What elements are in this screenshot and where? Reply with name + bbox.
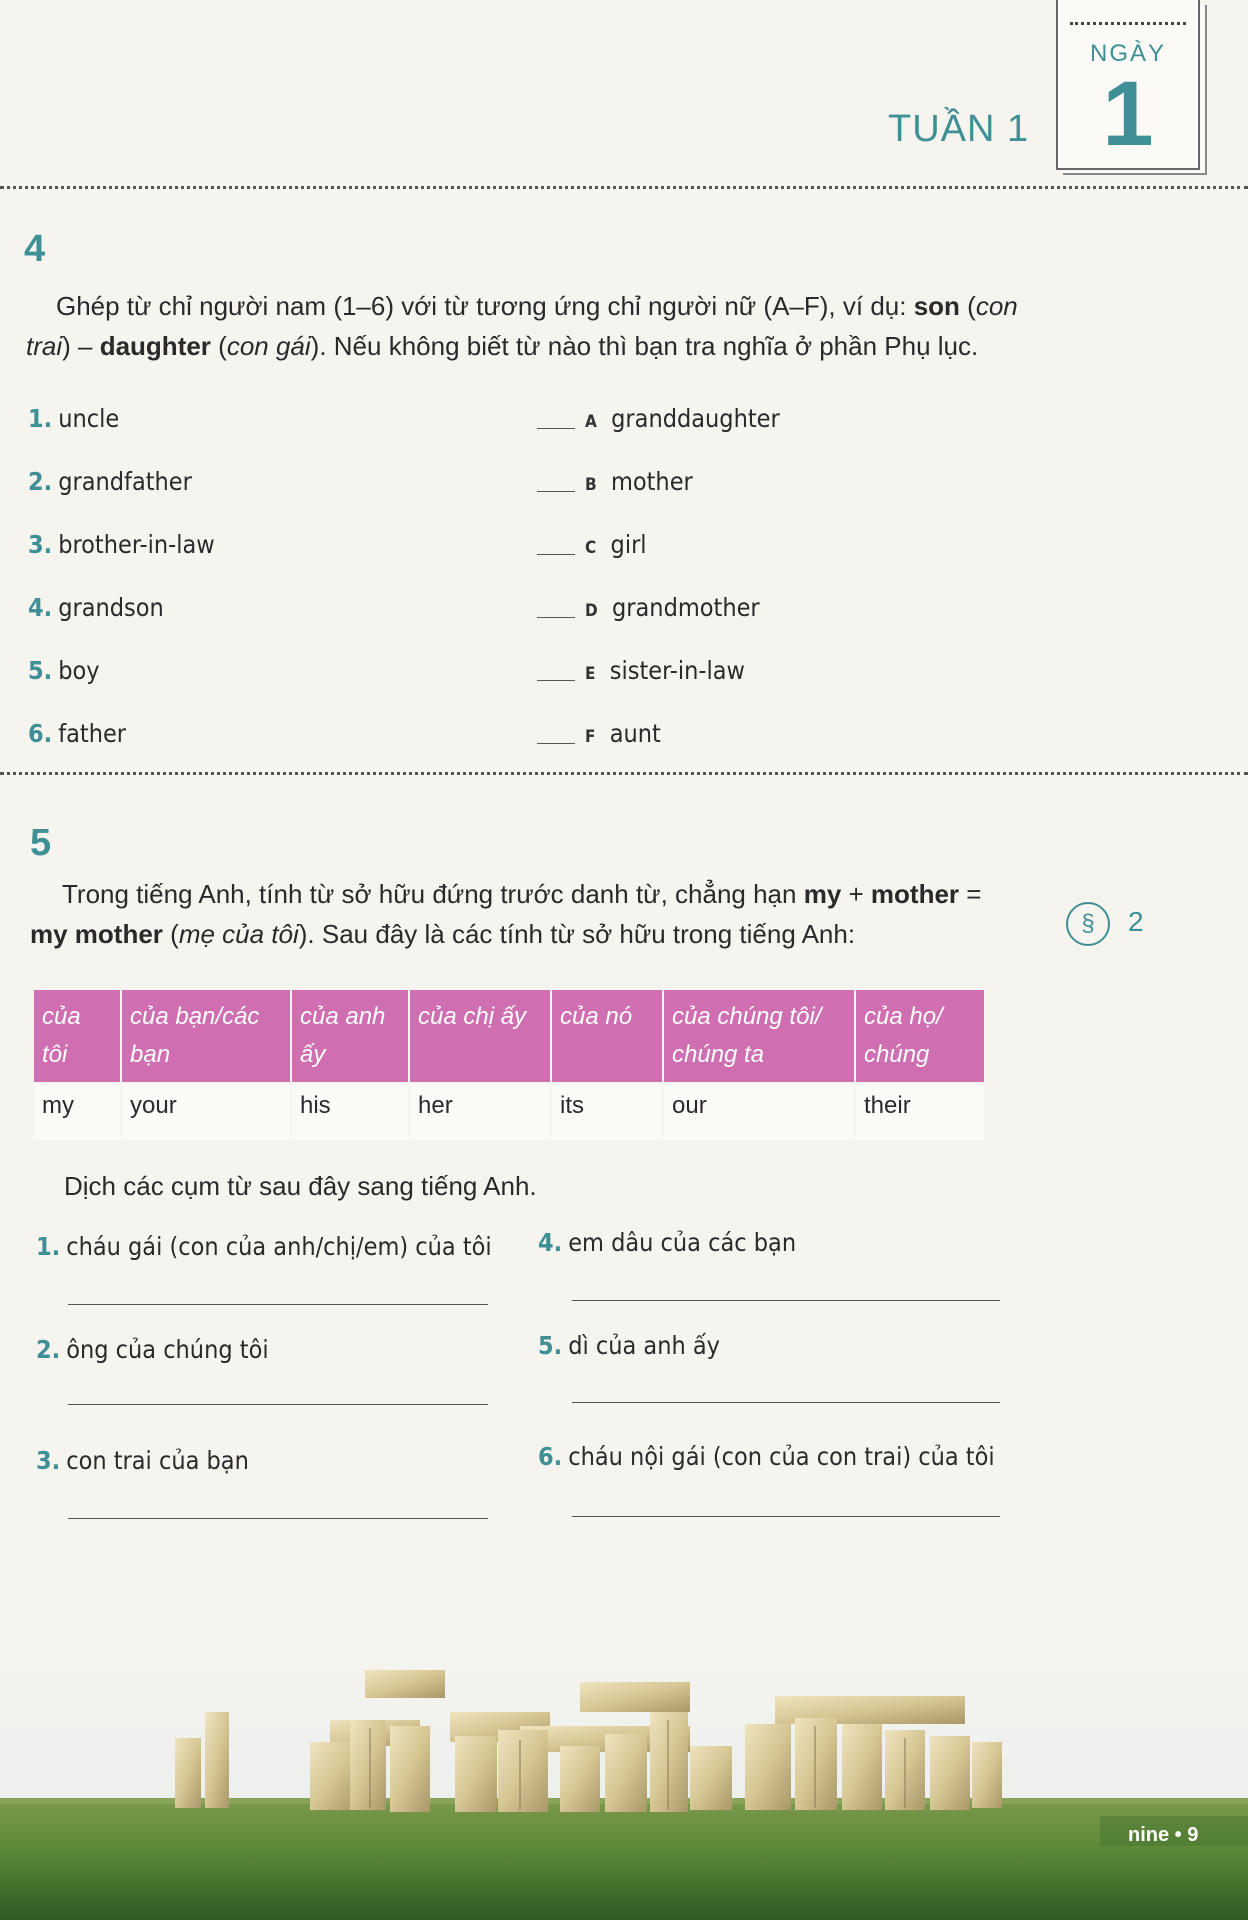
list-item: 1. cháu gái (con của anh/chị/em) của tôi <box>36 1232 492 1261</box>
answer-blank[interactable] <box>537 554 575 555</box>
list-item: 6. father <box>28 719 127 748</box>
list-item: E sister-in-law <box>585 656 745 685</box>
section-number: 4 <box>24 228 46 270</box>
table-cell: my <box>33 1083 121 1141</box>
answer-line[interactable] <box>68 1404 488 1405</box>
day-number: 1 <box>1102 63 1154 165</box>
list-item: 4. grandson <box>28 593 164 622</box>
table-cell: its <box>551 1083 663 1141</box>
list-item: 2. grandfather <box>28 467 192 496</box>
table-header-cell: của anh ấy <box>291 989 409 1083</box>
table-row <box>33 1083 985 1141</box>
list-item: 6. cháu nội gái (con của con trai) của tôi <box>538 1442 995 1471</box>
section4-instruction: Ghép từ chỉ người nam (1–6) với từ tương ứng chỉ người nữ (A–F), ví dụ: son (con trai) – daughter (con gái). Nếu không biết từ nào thì bạn tra nghĩa ở phần Phụ lục. <box>26 291 1018 361</box>
table-header-cell: của tôi <box>33 989 121 1083</box>
table-header-cell: của nó <box>551 989 663 1083</box>
answer-blank[interactable] <box>537 491 575 492</box>
list-item: 3. brother-in-law <box>28 530 215 559</box>
list-item: B mother <box>585 467 693 496</box>
table-header-cell: của họ/ chúng <box>855 989 985 1083</box>
table-header-cell: của chị ấy <box>409 989 551 1083</box>
divider <box>0 772 1248 775</box>
stonehenge-photo <box>0 1620 1248 1920</box>
day-label: NGÀY <box>1089 40 1166 67</box>
answer-blank[interactable] <box>537 617 575 618</box>
week-title: TUẦN 1 <box>888 108 1030 150</box>
table-header-row <box>33 989 985 1083</box>
reference-badge: § <box>1066 902 1110 946</box>
list-item: 2. ông của chúng tôi <box>36 1335 269 1364</box>
table-cell: their <box>855 1083 985 1141</box>
list-item: 5. boy <box>28 656 100 685</box>
day-calendar <box>1056 0 1200 170</box>
answer-line[interactable] <box>572 1300 1000 1301</box>
answer-line[interactable] <box>572 1402 1000 1403</box>
calendar-dots <box>1070 22 1186 25</box>
answer-blank[interactable] <box>537 680 575 681</box>
list-item: F aunt <box>585 719 661 748</box>
section-number: 5 <box>30 822 52 864</box>
table-cell: her <box>409 1083 551 1141</box>
table-header-cell: của bạn/các bạn <box>121 989 291 1083</box>
answer-line[interactable] <box>572 1516 1000 1517</box>
list-item: C girl <box>585 530 647 559</box>
list-item: 3. con trai của bạn <box>36 1446 249 1475</box>
page-number: nine • 9 <box>1128 1824 1199 1846</box>
translate-instruction: Dịch các cụm từ sau đây sang tiếng Anh. <box>64 1171 537 1201</box>
list-item: A granddaughter <box>585 404 780 433</box>
section5-instruction: Trong tiếng Anh, tính từ sở hữu đứng trước danh từ, chẳng hạn my + mother = my mother (mẹ của tôi). Sau đây là các tính từ sở hữu trong tiếng Anh: <box>30 879 982 949</box>
answer-line[interactable] <box>68 1304 488 1305</box>
list-item: 4. em dâu của các bạn <box>538 1228 797 1257</box>
table-cell: our <box>663 1083 855 1141</box>
possessive-table <box>32 988 986 1142</box>
reference-number: 2 <box>1128 906 1144 937</box>
list-item: D grandmother <box>585 593 760 622</box>
list-item: 5. dì của anh ấy <box>538 1331 720 1360</box>
answer-blank[interactable] <box>537 743 575 744</box>
table-header-cell: của chúng tôi/ chúng ta <box>663 989 855 1083</box>
divider <box>0 186 1248 189</box>
answer-line[interactable] <box>68 1518 488 1519</box>
answer-blank[interactable] <box>537 428 575 429</box>
table-cell: his <box>291 1083 409 1141</box>
list-item: 1. uncle <box>28 404 120 433</box>
table-cell: your <box>121 1083 291 1141</box>
